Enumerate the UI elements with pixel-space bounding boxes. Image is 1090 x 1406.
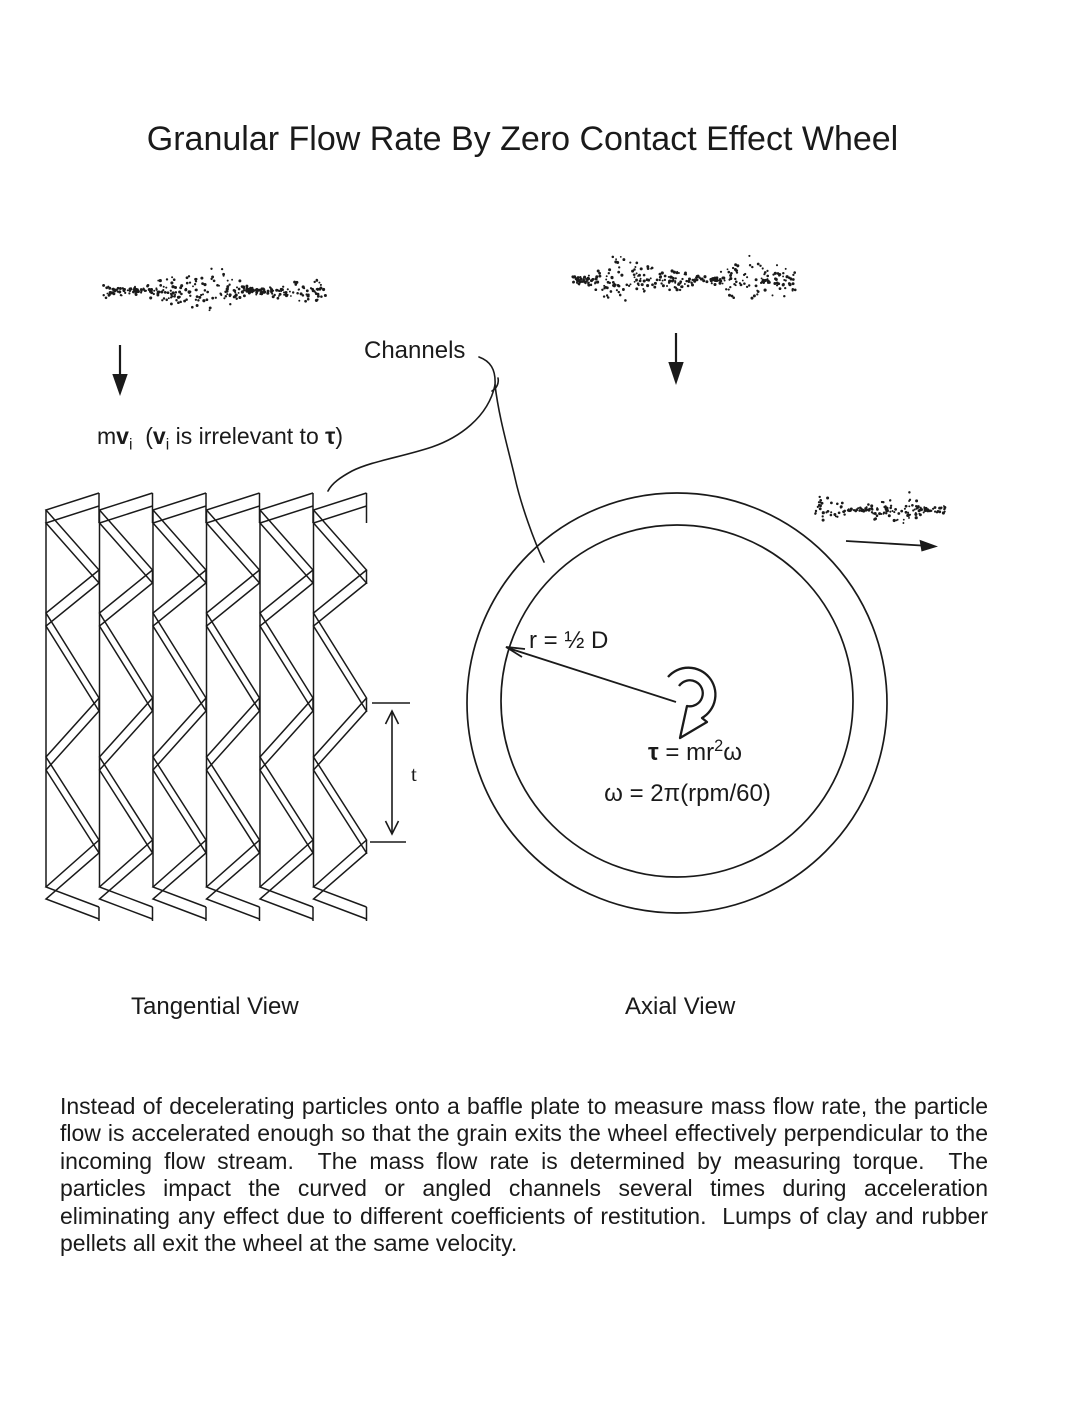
zigzag-channel-column (207, 493, 260, 921)
thickness-dimension-icon (370, 703, 410, 842)
wheel-inner-rim (501, 525, 853, 877)
momentum-text: is irrelevant to (169, 423, 326, 449)
particle-stream-right-icon (571, 255, 796, 302)
zigzag-channel-column (153, 493, 206, 921)
caption-tangential-view: Tangential View (131, 993, 299, 1020)
inlet-arrow-left-icon (112, 345, 127, 396)
momentum-close-paren: ) (335, 423, 344, 449)
zigzag-channel-column (100, 493, 153, 921)
exit-arrow-icon (846, 540, 938, 552)
zigzag-channel-column (260, 493, 313, 921)
torque-tau: τ (648, 739, 659, 766)
radius-arrow-icon (506, 647, 676, 702)
momentum-tau: τ (325, 423, 336, 449)
caption-axial-view: Axial View (625, 993, 736, 1020)
description-paragraph: Instead of decelerating particles onto a baffle plate to measure mass flow rate, the particle flow is accelerated enough so that the grain exits the wheel effectively perpendicular to the incoming flow stream. The mass flow rate is determined by measuring torque. The particles impact the curved or angled channels several times during acceleration eliminating any effect due to different coefficients of restitution. Lumps of clay and rubber pellets all exit the wheel at the same velocity. (60, 1093, 995, 1257)
radius-label: r = ½ D (529, 627, 609, 654)
momentum-v: v (116, 423, 129, 449)
wheel-outer-rim (467, 493, 887, 913)
torque-formula (610, 737, 780, 767)
momentum-open-paren: ( (132, 423, 153, 449)
particle-stream-left-icon (102, 268, 327, 312)
omega-formula: ω = 2π(rpm/60) (604, 780, 771, 807)
momentum-v2: v (152, 423, 166, 449)
momentum-label (97, 423, 343, 455)
torque-exponent: 2 (714, 737, 724, 755)
momentum-m: m (97, 423, 117, 449)
momentum-sub-i2: i (165, 436, 170, 454)
tangential-view-channels (46, 493, 367, 921)
channels-leader-line (328, 357, 544, 562)
torque-mid: = mr (658, 739, 715, 766)
momentum-sub-i: i (128, 436, 133, 454)
inlet-arrow-right-icon (668, 333, 683, 385)
zigzag-channel-column (314, 493, 367, 921)
rotation-arrow-icon (668, 668, 715, 738)
channels-label: Channels (364, 337, 466, 364)
particle-stream-exit-icon (814, 491, 946, 524)
zigzag-channel-column (46, 493, 99, 921)
page-title: Granular Flow Rate By Zero Contact Effect Wheel (146, 120, 899, 158)
torque-omega: ω (723, 739, 742, 766)
thickness-label: t (411, 762, 417, 786)
